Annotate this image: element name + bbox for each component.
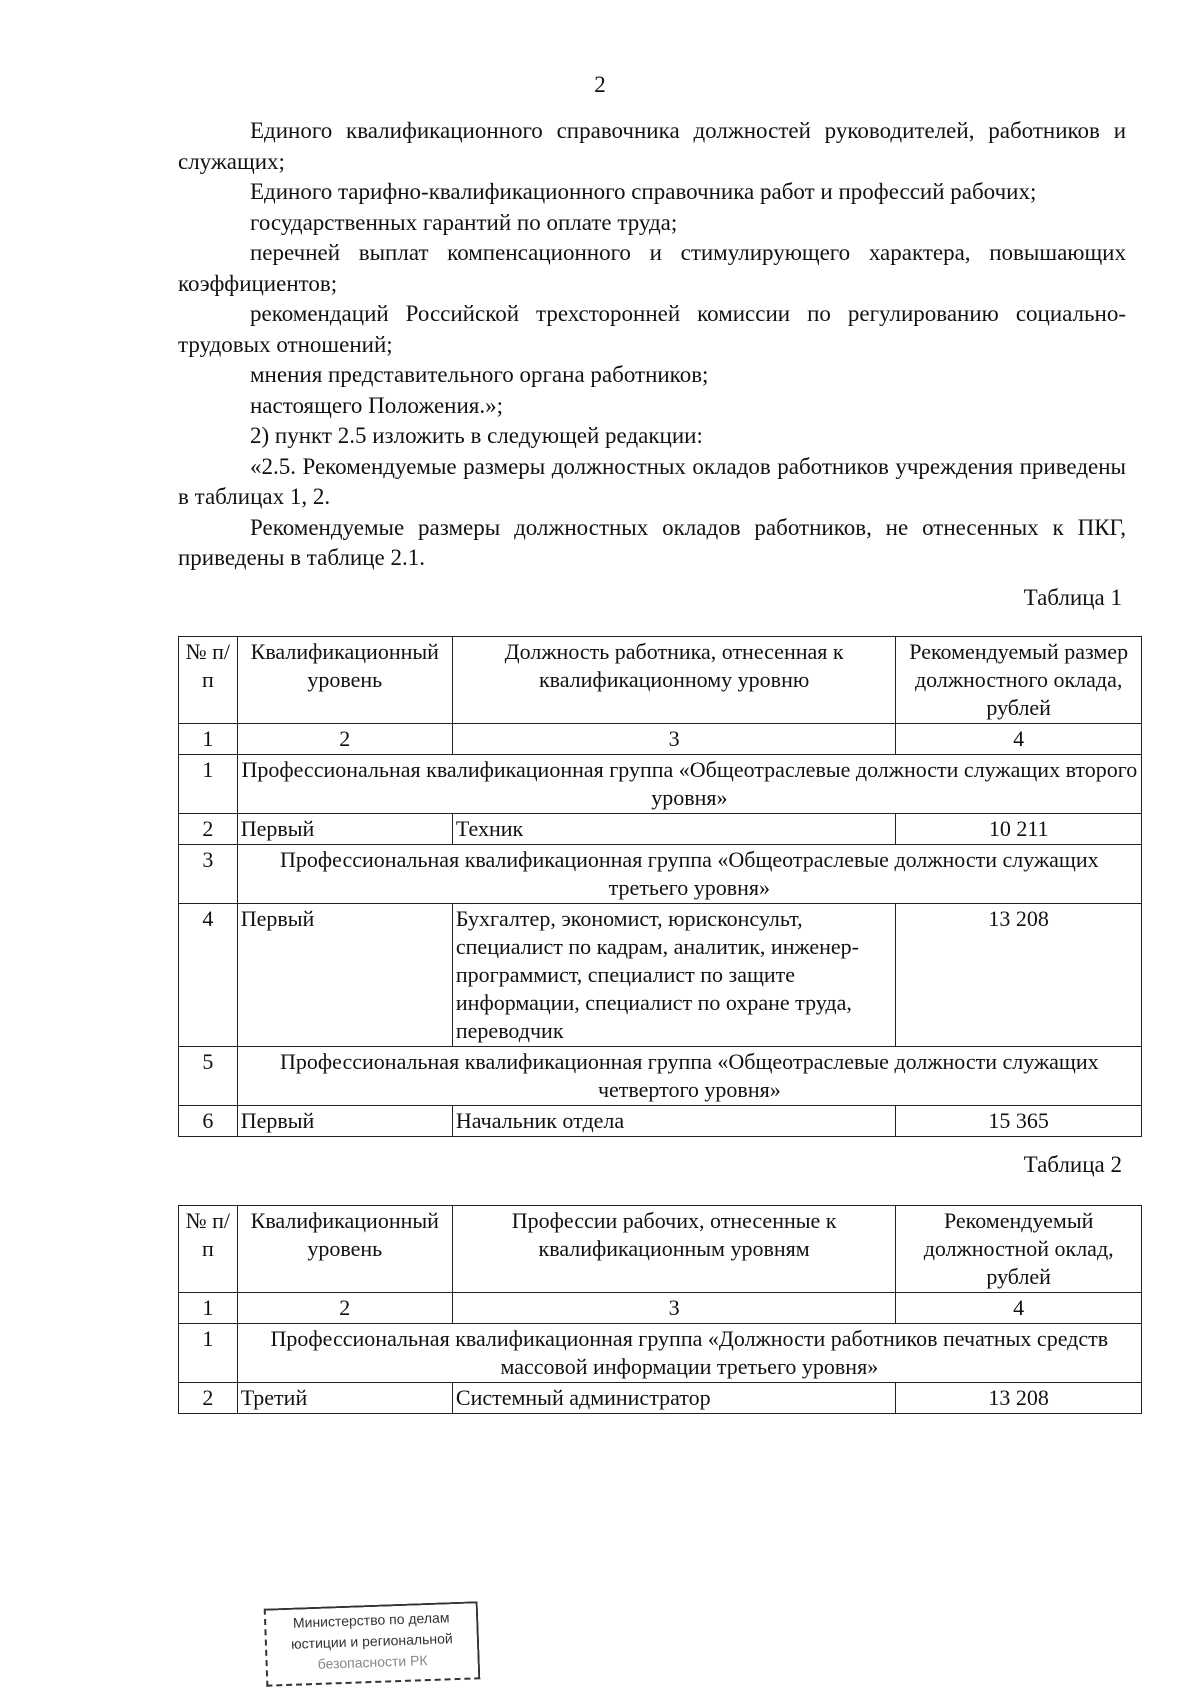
table1 [178, 636, 1142, 1137]
paragraph: 2) пункт 2.5 изложить в следующей редакции: [250, 423, 703, 448]
paragraph: перечней выплат компенсационного и стимулирующего характера, повышающих коэффициентов; [178, 240, 1126, 296]
level-cell: Первый [237, 1106, 452, 1137]
header-number: № п/п [179, 1206, 238, 1293]
header-level: Квалификационный уровень [237, 637, 452, 724]
col-number: 2 [237, 1293, 452, 1324]
group-row [179, 1324, 1142, 1383]
salary-cell: 13 208 [896, 904, 1142, 1047]
row-number: 2 [179, 814, 238, 845]
position-cell: Бухгалтер, экономист, юрисконсульт, специалист по кадрам, аналитик, инженер-программист, специалист по защите информации, специалист по охране труда, переводчик [452, 904, 895, 1047]
group-title: Профессиональная квалификационная группа «Должности работников печатных средств массовой информации третьего уровня» [237, 1324, 1141, 1383]
salary-cell: 15 365 [896, 1106, 1142, 1137]
row-number: 6 [179, 1106, 238, 1137]
position-cell: Начальник отдела [452, 1106, 895, 1137]
column-number-row [179, 1293, 1142, 1324]
group-row [179, 845, 1142, 904]
header-salary: Рекомендуемый размер должностного оклада, рублей [896, 637, 1142, 724]
document-body [178, 116, 1126, 574]
paragraph: государственных гарантий по оплате труда; [250, 209, 678, 235]
table2-caption: Таблица 2 [1023, 1152, 1122, 1177]
group-row [179, 755, 1142, 814]
table-header-row [179, 1206, 1142, 1293]
paragraph: настоящего Положения.»; [250, 392, 503, 418]
stamp-line: безопасности РК [317, 1652, 428, 1672]
col-number: 3 [452, 1293, 895, 1324]
paragraph: Единого тарифно-квалификационного справочника работ и профессий рабочих; [250, 179, 1037, 204]
paragraph: Рекомендуемые размеры должностных окладов работников, не отнесенных к ПКГ, приведены в таблице 2.1. [178, 514, 1126, 570]
registration-stamp [264, 1601, 481, 1686]
col-number: 4 [896, 1293, 1142, 1324]
salary-cell: 10 211 [896, 814, 1142, 845]
page-number: 2 [594, 72, 606, 97]
paragraph: «2.5. Рекомендуемые размеры должностных окладов работников учреждения приведены в таблицах 1, 2. [178, 453, 1126, 509]
header-position: Должность работника, отнесенная к квалификационному уровню [452, 637, 895, 724]
table-row [179, 904, 1142, 1047]
row-number: 1 [179, 755, 238, 814]
position-cell: Системный администратор [452, 1383, 895, 1414]
position-cell: Техник [452, 814, 895, 845]
row-number: 5 [179, 1047, 238, 1106]
row-number: 1 [179, 1324, 238, 1383]
col-number: 1 [179, 1293, 238, 1324]
table-row [179, 1106, 1142, 1137]
header-number: № п/п [179, 637, 238, 724]
level-cell: Третий [237, 1383, 452, 1414]
row-number: 3 [179, 845, 238, 904]
paragraph: мнения представительного органа работников; [250, 362, 709, 387]
group-title: Профессиональная квалификационная группа «Общеотраслевые должности служащих третьего уровня» [237, 845, 1141, 904]
column-number-row [179, 724, 1142, 755]
col-number: 1 [179, 724, 238, 755]
paragraph: Единого квалификационного справочника должностей руководителей, работников и служащих; [178, 118, 1126, 174]
col-number: 4 [896, 724, 1142, 755]
group-title: Профессиональная квалификационная группа «Общеотраслевые должности служащих второго уровня» [237, 755, 1141, 814]
group-title: Профессиональная квалификационная группа «Общеотраслевые должности служащих четвертого уровня» [237, 1047, 1141, 1106]
table-row [179, 814, 1142, 845]
level-cell: Первый [237, 904, 452, 1047]
header-level: Квалификационный уровень [237, 1206, 452, 1293]
table1-caption: Таблица 1 [1023, 585, 1122, 610]
salary-cell: 13 208 [896, 1383, 1142, 1414]
header-position: Профессии рабочих, отнесенные к квалификационным уровням [452, 1206, 895, 1293]
level-cell: Первый [237, 814, 452, 845]
table2 [178, 1205, 1142, 1414]
group-row [179, 1047, 1142, 1106]
row-number: 4 [179, 904, 238, 1047]
stamp-line: Министерство по делам [292, 1609, 450, 1631]
col-number: 3 [452, 724, 895, 755]
paragraph: рекомендаций Российской трехсторонней комиссии по регулированию социально-трудовых отношений; [178, 301, 1126, 357]
col-number: 2 [237, 724, 452, 755]
stamp-line: юстиции и региональной [290, 1630, 453, 1652]
table-header-row [179, 637, 1142, 724]
row-number: 2 [179, 1383, 238, 1414]
header-salary: Рекомендуемый должностной оклад, рублей [896, 1206, 1142, 1293]
table-row [179, 1383, 1142, 1414]
